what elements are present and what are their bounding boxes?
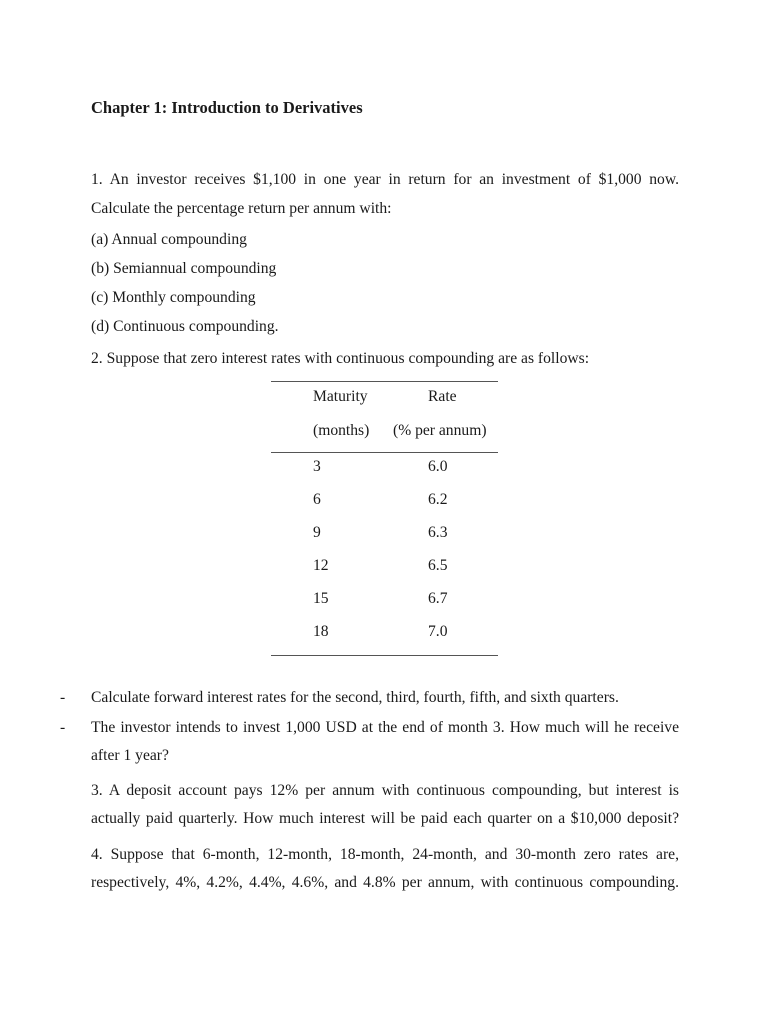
table-row-rate: 6.3 (428, 524, 448, 541)
q2-intro: 2. Suppose that zero interest rates with continuous compounding are as follows: (91, 350, 590, 367)
table-row-maturity: 18 (313, 623, 329, 640)
header-rate-unit: (% per annum) (393, 422, 487, 439)
table-row-rate: 6.2 (428, 491, 448, 508)
table-top-rule (271, 381, 498, 382)
table-row-rate: 7.0 (428, 623, 448, 640)
header-maturity: Maturity (313, 388, 368, 405)
q1-line-2: Calculate the percentage return per annum with: (91, 200, 392, 217)
header-rate: Rate (428, 388, 457, 405)
table-row-maturity: 9 (313, 524, 321, 541)
q4-line-1: 4. Suppose that 6-month, 12-month, 18-month, 24-month, and 30-month zero rates are, (91, 846, 679, 863)
bullet-marker: - (60, 719, 66, 736)
header-maturity-unit: (months) (313, 422, 370, 439)
table-row-maturity: 6 (313, 491, 321, 508)
bullet-marker: - (60, 689, 66, 706)
table-row-rate: 6.7 (428, 590, 448, 607)
table-row-rate: 6.5 (428, 557, 448, 574)
q3-line-1: 3. A deposit account pays 12% per annum with continuous compounding, but interest is (91, 782, 679, 799)
q1-line-1: 1. An investor receives $1,100 in one year in return for an investment of $1,000 now. (91, 171, 679, 188)
table-header-rule (271, 452, 498, 453)
q1-option-c: (c) Monthly compounding (91, 289, 256, 306)
q1-option-d: (d) Continuous compounding. (91, 318, 279, 335)
q2-bullet-2-line-1: The investor intends to invest 1,000 USD at the end of month 3. How much will he receive (91, 719, 679, 736)
table-bottom-rule (271, 655, 498, 656)
q1-option-a: (a) Annual compounding (91, 231, 247, 248)
q4-line-2: respectively, 4%, 4.2%, 4.4%, 4.6%, and 4.8% per annum, with continuous compounding. (91, 874, 679, 891)
q2-bullet-2-line-2: after 1 year? (91, 747, 169, 764)
table-row-rate: 6.0 (428, 458, 448, 475)
q2-bullet-1: Calculate forward interest rates for the second, third, fourth, fifth, and sixth quarters. (91, 689, 619, 706)
q1-option-b: (b) Semiannual compounding (91, 260, 277, 277)
table-row-maturity: 3 (313, 458, 321, 475)
chapter-title: Chapter 1: Introduction to Derivatives (91, 98, 363, 117)
table-row-maturity: 12 (313, 557, 329, 574)
table-row-maturity: 15 (313, 590, 329, 607)
q3-line-2: actually paid quarterly. How much interest will be paid each quarter on a $10,000 deposit? (91, 810, 679, 827)
